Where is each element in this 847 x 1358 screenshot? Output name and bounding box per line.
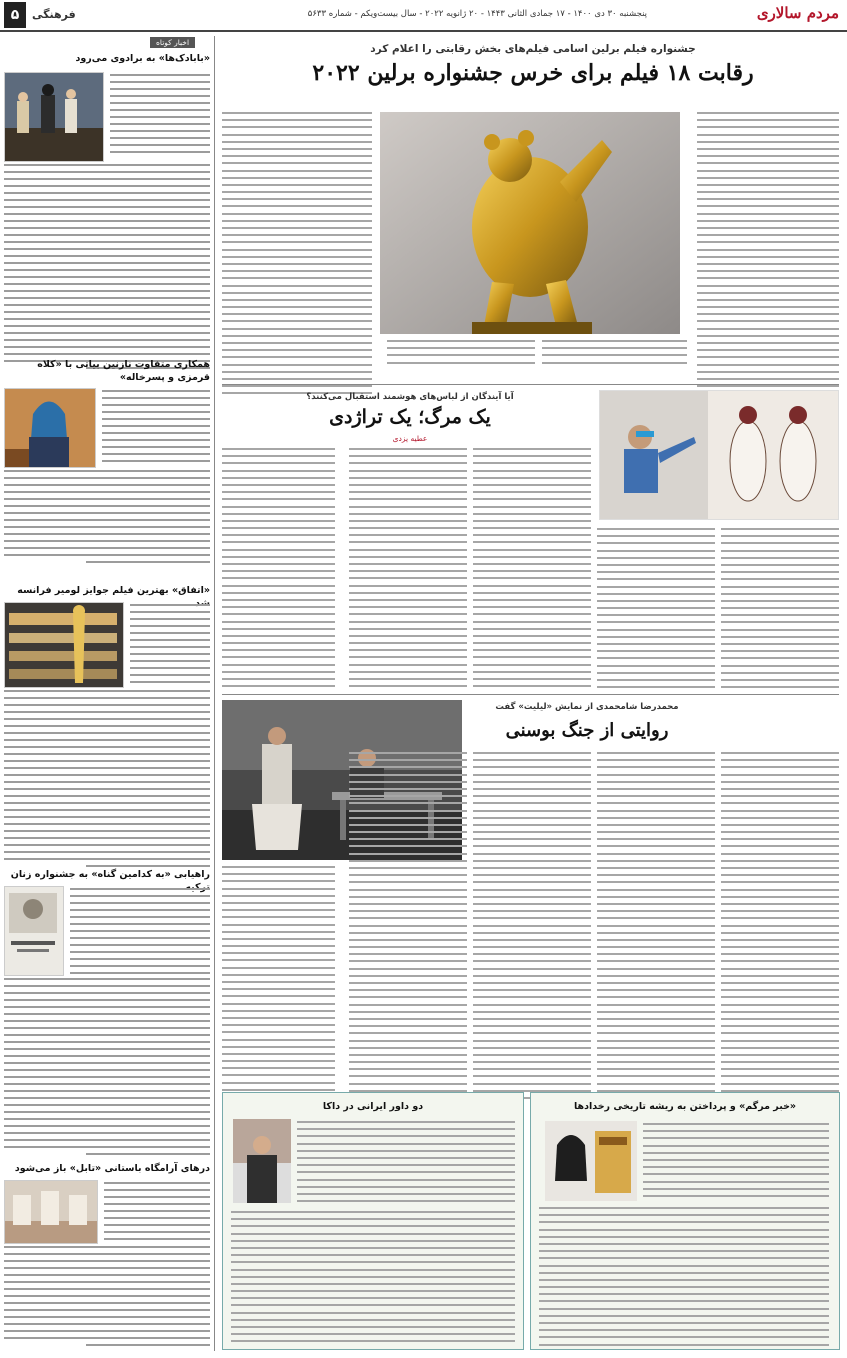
box-text — [297, 1121, 515, 1207]
jury-photo — [233, 1119, 291, 1203]
lead-text-col-3 — [387, 340, 535, 369]
lead-text-col-1 — [697, 112, 839, 392]
article3-text-col-3 — [473, 752, 591, 1104]
sidebar-item-title: همکاری متفاوت نازنین بیاتی با «کلاه قرمزی و پسرخاله» — [37, 359, 210, 383]
article2-title: یک مرگ؛ یک تراژدی — [329, 406, 491, 428]
lead-text-col-2 — [542, 340, 687, 369]
for-what-sin-poster — [4, 886, 64, 976]
article2-byline: عطیه یزدی — [392, 434, 428, 443]
sidebar-text — [130, 604, 210, 688]
article2-text-col-3 — [473, 448, 591, 692]
article3-text-col-2 — [597, 752, 715, 1104]
golden-bear-photo — [380, 112, 680, 334]
box-title: «خبر مرگم» و پرداختن به ریشه تاریخی رخدادها — [573, 1101, 797, 1112]
sidebar-item-title: «اتفاق» بهترین فیلم جوایز لومیر فرانسه — [17, 585, 210, 596]
sidebar-text — [104, 1182, 210, 1245]
sidebar-text — [102, 390, 210, 467]
lead-headline: رقابت ۱۸ فیلم برای خرس جشنواره برلین ۲۰۲۲ — [312, 60, 754, 86]
article3-text-col-4 — [349, 752, 467, 1104]
sidebar-text — [4, 690, 210, 872]
short-news-badge: اخبار کوتاه — [150, 37, 195, 48]
column-divider — [214, 36, 215, 1351]
lead-text-col-4 — [222, 112, 372, 400]
article2-text-col-5 — [222, 448, 335, 692]
box-text — [539, 1207, 829, 1351]
section-rule — [222, 384, 839, 385]
article2-text-col-1 — [721, 528, 839, 693]
article2-text-col-4 — [349, 448, 467, 692]
masthead — [0, 0, 847, 32]
sidebar-text — [70, 888, 210, 979]
sidebar-text — [4, 164, 210, 374]
sidebar-text — [4, 978, 210, 1160]
lumiere-award-photo — [4, 602, 124, 688]
lead-kicker: جشنواره فیلم برلین اسامی فیلم‌های بخش رقابتی را اعلام کرد — [370, 43, 696, 55]
box-text — [231, 1211, 515, 1348]
sidebar-item-title: درهای آرامگاه باستانی «تابل» باز می‌شود — [14, 1163, 210, 1174]
sidebar — [4, 36, 210, 1352]
section-rule — [222, 694, 839, 695]
book-author-photo — [545, 1121, 637, 1201]
article2-kicker: آیا آیندگان از لباس‌های هوشمند استقبال می‌کنند؟ — [306, 392, 514, 402]
box-dhaka-jury — [222, 1092, 524, 1350]
sidebar-item-title: «بابادک‌ها» به برادوی می‌رود — [75, 53, 210, 64]
sidebar-text — [4, 470, 210, 568]
issue-info: پنجشنبه ۳۰ دی ۱۴۰۰ - ۱۷ جمادی الثانی ۱۴۴۳ - ۲۰ ژانویه ۲۰۲۲ - سال بیست‌ویکم - شماره ۵۶۳۳ — [307, 9, 647, 19]
nazanin-bayati-photo — [4, 388, 96, 468]
section-name: فرهنگی — [32, 8, 76, 21]
box-title: دو داور ایرانی در داکا — [322, 1101, 424, 1112]
tomb-photo — [4, 1180, 98, 1244]
box-text — [643, 1123, 829, 1202]
newspaper-logo: مردم سالاری — [756, 4, 839, 22]
sidebar-text — [4, 1246, 210, 1351]
article3-kicker: محمدرضا شامحمدی از نمایش «لیلیت» گفت — [495, 702, 679, 712]
article3-text-col-5 — [222, 866, 335, 1110]
sidebar-item-tomb — [4, 1162, 210, 1175]
smart-clothing-photo — [599, 390, 839, 520]
box-khabar-margam — [530, 1092, 840, 1350]
article3-text-col-1 — [721, 752, 839, 1104]
page-number: ۵ — [4, 2, 26, 28]
article3-title: روایتی از جنگ بوسنی — [505, 720, 669, 741]
sidebar-item-babadook — [4, 52, 210, 65]
sidebar-item-bayati — [4, 358, 210, 384]
sidebar-item-title: راهیابی «به کدامین گناه» به جشنواره زنان — [10, 869, 210, 880]
babadook-photo — [4, 72, 104, 162]
article2-text-col-2 — [597, 528, 715, 693]
sidebar-text — [110, 74, 210, 158]
